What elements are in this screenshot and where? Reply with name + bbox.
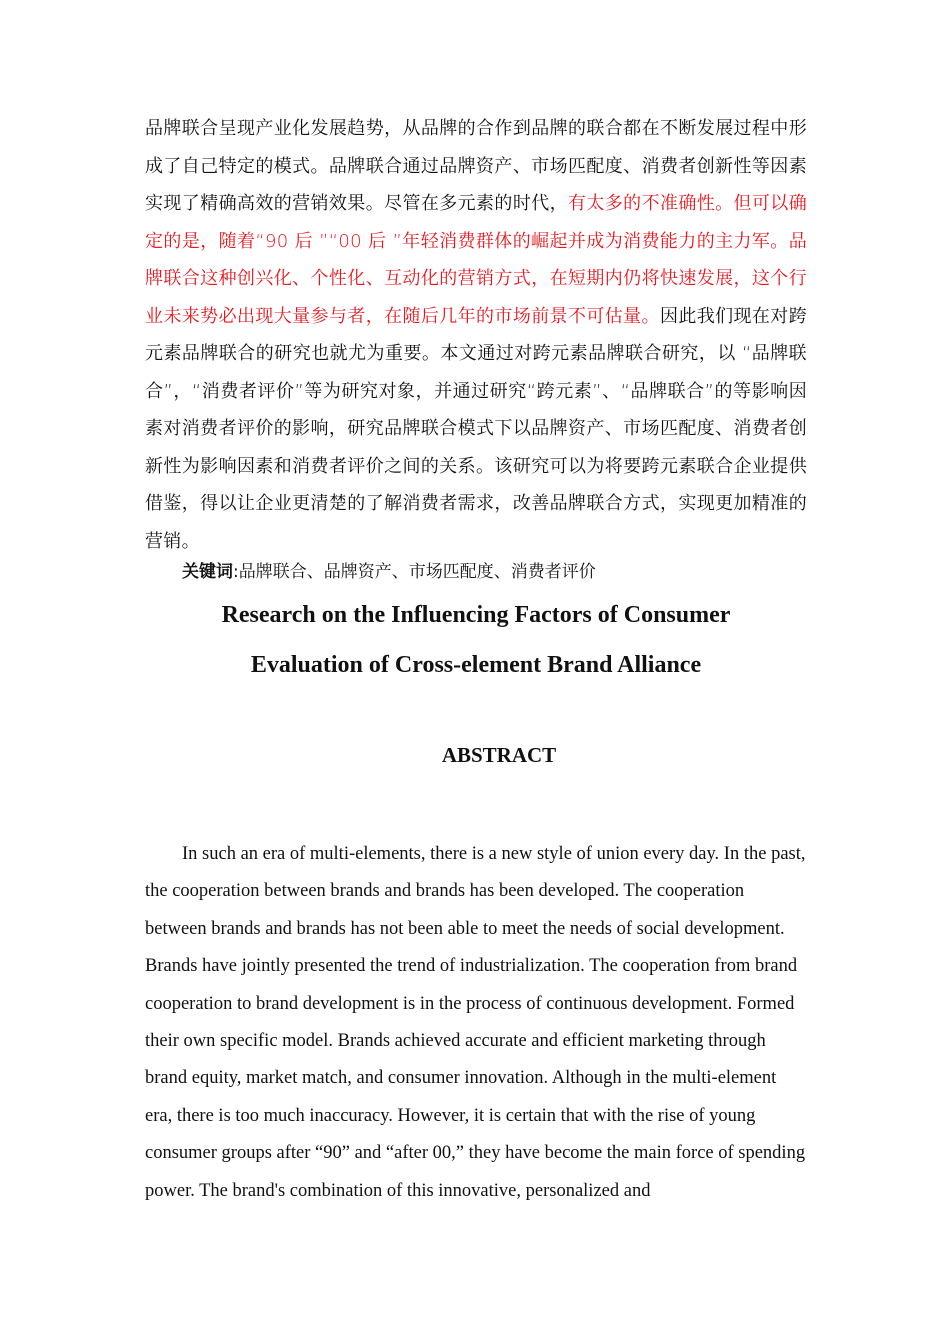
document-page: [145, 110, 807, 1210]
keywords-value: 品牌联合、品牌资产、市场匹配度、消费者评价: [238, 562, 596, 582]
zh-text-part-3: 因此我们现在对跨元素品牌联合的研究也就尤为重要。本文通过对跨元素品牌联合研究，以 “品牌联合”，“消费者评价”等为研究对象，并通过研究“跨元素”、“品牌联合”的等影响因素对消费者评价的影响，研究品牌联合模式下以品牌资产、市场匹配度、消费者创新性为影响因素和消费者评价之间的关系。该研究可以为将要跨元素联合企业提供借鉴，得以让企业更清楚的了解消费者需求，改善品牌联合方式，实现更加精准的营销。: [145, 305, 807, 552]
keywords-separator: :: [233, 562, 239, 582]
english-title: [145, 590, 807, 690]
chinese-abstract-paragraph: [145, 110, 807, 560]
english-abstract-paragraph: In such an era of multi-elements, there is a new style of union every day. In the past, the cooperation between brands and brands has been developed. The cooperation between brands and brands has not been able to meet the needs of social development. Brands have jointly presented the trend of industrialization. The cooperation from brand cooperation to brand development is in the process of continuous development. Formed their own specific model. Brands achieved accurate and efficient marketing through brand equity, market match, and consumer innovation. Although in the multi-element era, there is too much inaccuracy. However, it is certain that with the rise of young consumer groups after “90” and “after 00,” they have become the main force of spending power. The brand's combination of this innovative, personalized and: [145, 844, 806, 1201]
zh-text-part-1: 品牌联合呈现产业化发展趋势，从品牌的合作到品牌的联合都在不断发展过程中形成了自己特定的模式。品牌联合通过品牌资产、市场匹配度、消费者创新性等因素实现了精确高效的营销效果。尽管在多元素的时代，: [145, 118, 807, 214]
english-title-line-1: Research on the Influencing Factors of Consumer: [221, 602, 731, 628]
keywords-line: [145, 560, 807, 584]
english-title-line-2: Evaluation of Cross-element Brand Alliance: [250, 652, 702, 678]
abstract-heading: ABSTRACT: [441, 743, 557, 767]
keywords-label: 关键词: [182, 562, 233, 582]
zh-text-highlighted: 有太多的不准确性。但可以确定的是，随着“90 后 ”“00 后 ”年轻消费群体的崛起并成为消费能力的主力军。品牌联合这种创兴化、个性化、互动化的营销方式，在短期内仍将快速发展，这个行业未来势必出现大量参与者，在随后几年的市场前景不可估量。: [145, 193, 807, 327]
